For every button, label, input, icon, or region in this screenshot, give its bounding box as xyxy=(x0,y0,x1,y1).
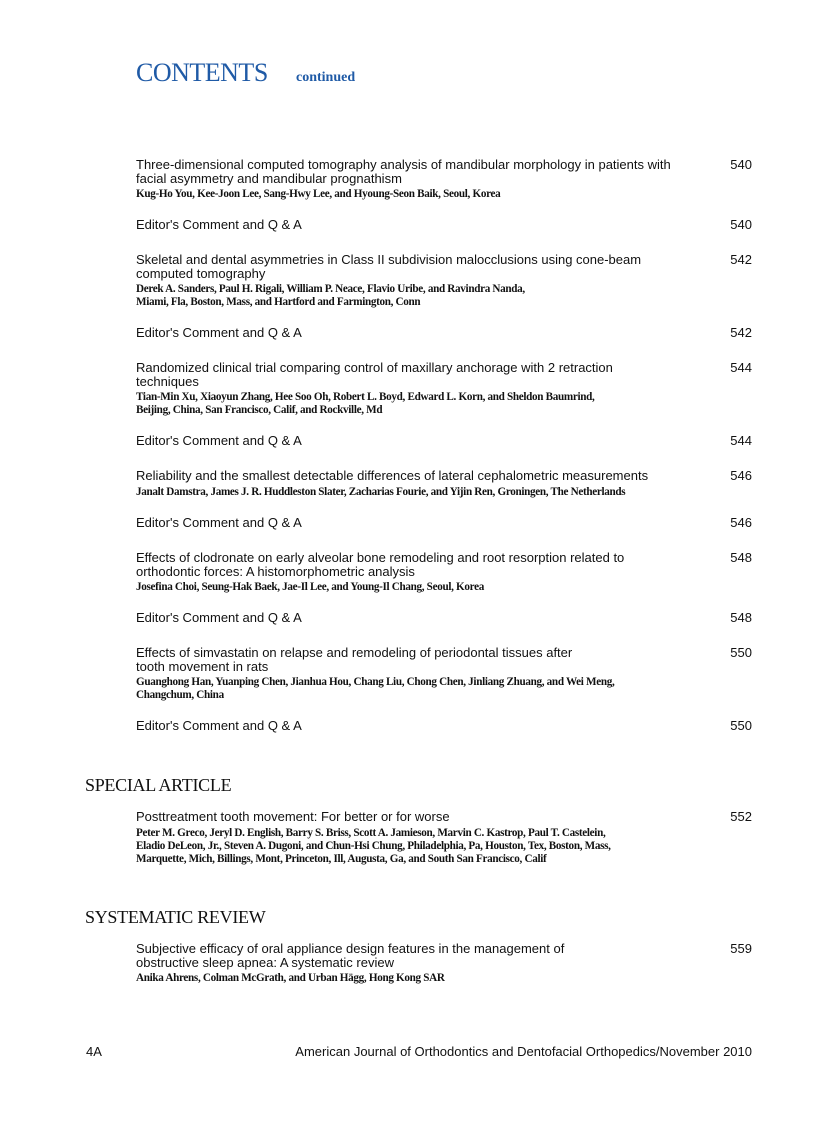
entry-title xyxy=(136,361,716,388)
toc-entry-editors-comment[interactable] xyxy=(136,516,752,530)
entry-title-line: Editor's Comment and Q & A xyxy=(136,515,302,530)
entry-authors-line: Josefina Choi, Seung-Hak Baek, Jae-Il Lee, and Young-Il Chang, Seoul, Korea xyxy=(136,579,484,593)
entry-page-number: 559 xyxy=(730,941,752,956)
entry-authors-line: Derek A. Sanders, Paul H. Rigali, William P. Neace, Flavio Uribe, and Ravindra Nanda, xyxy=(136,281,525,295)
entry-title-line: tooth movement in rats xyxy=(136,658,269,674)
entry-title xyxy=(136,719,716,733)
entry-page-number: 546 xyxy=(730,468,752,483)
section-heading-special-article: SPECIAL ARTICLE xyxy=(85,775,232,795)
entry-page-number: 552 xyxy=(730,809,752,824)
entry-title-line: Editor's Comment and Q & A xyxy=(136,433,302,448)
entry-authors-line: Anika Ahrens, Colman McGrath, and Urban Hägg, Hong Kong SAR xyxy=(136,970,445,984)
entry-title-line: Editor's Comment and Q & A xyxy=(136,718,302,733)
entry-page-number: 546 xyxy=(730,515,752,530)
footer-journal: American Journal of Orthodontics and Dentofacial Orthopedics/November 2010 xyxy=(295,1044,752,1059)
entry-title xyxy=(136,611,716,625)
toc-entry-editors-comment[interactable] xyxy=(136,719,752,733)
entry-authors xyxy=(136,826,709,865)
entry-authors-line: Tian-Min Xu, Xiaoyun Zhang, Hee Soo Oh, Robert L. Boyd, Edward L. Korn, and Sheldon Baumrind, xyxy=(136,389,595,403)
entry-page-number: 544 xyxy=(730,360,752,375)
entry-title-line: Posttreatment tooth movement: For better or for worse xyxy=(136,809,450,824)
entry-authors xyxy=(136,390,709,416)
entry-title xyxy=(136,158,716,185)
entry-authors xyxy=(136,282,709,308)
entry-title xyxy=(136,434,716,448)
entry-authors-line: Eladio DeLeon, Jr., Steven A. Dugoni, and Chun-Hsi Chung, Philadelphia, Pa, Houston, Tex, Boston, Mass, xyxy=(136,837,611,852)
entry-title xyxy=(136,218,716,232)
entry-title-line: Three-dimensional computed tomography analysis of mandibular morphology in patients with xyxy=(136,157,671,172)
entry-title xyxy=(136,551,716,578)
entry-authors-line: Kug-Ho You, Kee-Joon Lee, Sang-Hwy Lee, and Hyoung-Seon Baik, Seoul, Korea xyxy=(136,186,501,200)
toc-entry-editors-comment[interactable] xyxy=(136,218,752,232)
entry-page-number: 548 xyxy=(730,610,752,625)
entry-authors-line: Changchum, China xyxy=(136,687,224,701)
entry-title-line: Editor's Comment and Q & A xyxy=(136,325,302,340)
toc-entry[interactable] xyxy=(136,361,752,416)
entry-title-line: orthodontic forces: A histomorphometric analysis xyxy=(136,563,415,579)
entry-authors-line: Beijing, China, San Francisco, Calif, and Rockville, Md xyxy=(136,402,383,416)
section-heading-systematic-review: SYSTEMATIC REVIEW xyxy=(85,907,266,927)
toc-entry[interactable] xyxy=(136,551,752,593)
entry-authors xyxy=(136,971,709,984)
entry-title-line: Editor's Comment and Q & A xyxy=(136,610,302,625)
entry-title-line: Effects of simvastatin on relapse and remodeling of periodontal tissues after xyxy=(136,645,573,660)
entry-page-number: 550 xyxy=(730,645,752,660)
entry-title-line: obstructive sleep apnea: A systematic review xyxy=(136,954,394,970)
toc-entry[interactable] xyxy=(136,942,752,984)
entry-authors-line: Miami, Fla, Boston, Mass, and Hartford and Farmington, Conn xyxy=(136,294,421,308)
toc-entry[interactable] xyxy=(136,158,752,200)
entry-authors-line: Janalt Damstra, James J. R. Huddleston Slater, Zacharias Fourie, and Yijin Ren, Groningen, The Netherlands xyxy=(136,483,626,498)
toc-entry-editors-comment[interactable] xyxy=(136,434,752,448)
entry-title xyxy=(136,253,716,280)
page-subtitle: continued xyxy=(296,70,356,85)
entry-title-line: Subjective efficacy of oral appliance design features in the management of xyxy=(136,941,565,956)
entry-title xyxy=(136,469,716,483)
entry-title xyxy=(136,646,716,673)
entry-page-number: 540 xyxy=(730,157,752,172)
entry-page-number: 550 xyxy=(730,718,752,733)
entry-page-number: 544 xyxy=(730,433,752,448)
toc-entry[interactable] xyxy=(136,810,752,865)
entry-page-number: 540 xyxy=(730,217,752,232)
entry-title-line: computed tomography xyxy=(136,265,266,281)
entry-page-number: 542 xyxy=(730,325,752,340)
entry-title-line: Skeletal and dental asymmetries in Class II subdivision malocclusions using cone-beam xyxy=(136,252,642,267)
toc-entry-editors-comment[interactable] xyxy=(136,611,752,625)
entry-title xyxy=(136,326,716,340)
entry-title-line: facial asymmetry and mandibular prognathism xyxy=(136,170,402,186)
entry-title-line: Reliability and the smallest detectable differences of lateral cephalometric measurements xyxy=(136,468,649,483)
entry-page-number: 548 xyxy=(730,550,752,565)
toc-entry[interactable] xyxy=(136,646,752,701)
entry-authors xyxy=(136,485,709,498)
entry-authors xyxy=(136,580,709,593)
entry-authors xyxy=(136,675,709,701)
entry-authors-line: Guanghong Han, Yuanping Chen, Jianhua Hou, Chang Liu, Chong Chen, Jinliang Zhuang, and Wei Meng, xyxy=(136,674,615,688)
footer-page-number: 4A xyxy=(86,1044,102,1059)
entry-title-line: Randomized clinical trial comparing control of maxillary anchorage with 2 retraction xyxy=(136,360,613,375)
entry-authors-line: Marquette, Mich, Billings, Mont, Princeton, Ill, Augusta, Ga, and South San Francisco, Calif xyxy=(136,850,547,865)
entry-title xyxy=(136,516,716,530)
entry-title-line: Editor's Comment and Q & A xyxy=(136,217,302,232)
toc-entry[interactable] xyxy=(136,253,752,308)
entry-title-line: Effects of clodronate on early alveolar bone remodeling and root resorption related to xyxy=(136,550,625,565)
entry-title-line: techniques xyxy=(136,373,199,389)
page-title: CONTENTS xyxy=(136,58,268,87)
entry-authors xyxy=(136,187,709,200)
entry-title xyxy=(136,810,716,824)
entry-authors-line: Peter M. Greco, Jeryl D. English, Barry S. Briss, Scott A. Jamieson, Marvin C. Kastrop, Paul T. Castelein, xyxy=(136,824,606,839)
toc-entry[interactable] xyxy=(136,469,752,498)
entry-page-number: 542 xyxy=(730,252,752,267)
toc-entry-editors-comment[interactable] xyxy=(136,326,752,340)
entry-title xyxy=(136,942,716,969)
